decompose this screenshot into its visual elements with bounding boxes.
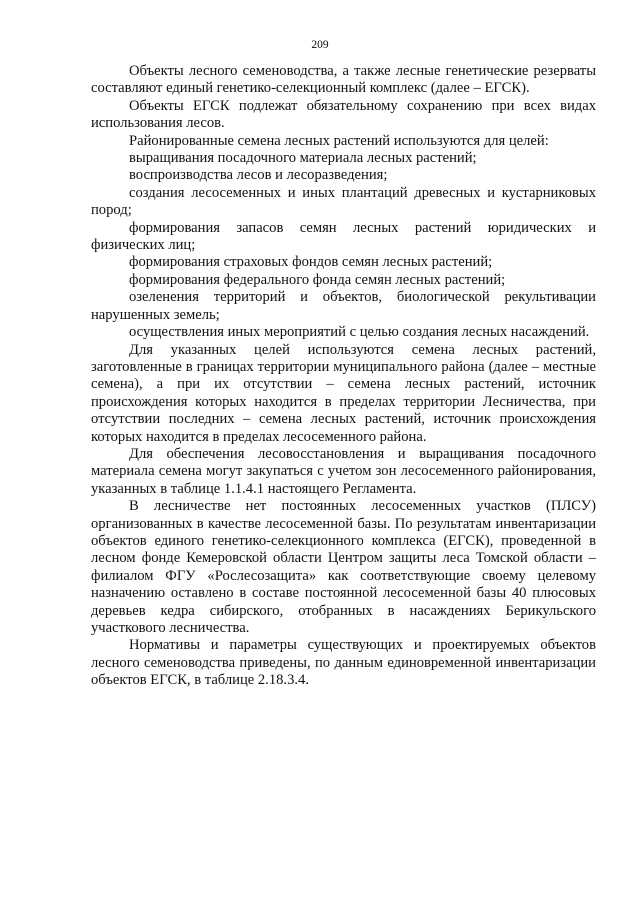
list-item-insurance-funds: формирования страховых фондов семян лесных растений; [129, 254, 493, 271]
list-item-plantations: создания лесосеменных и иных плантаций древесных и кустарниковых пород; [91, 184, 596, 219]
body-text [91, 63, 596, 690]
list-item-other-measures: осуществления иных мероприятий с целью создания лесных насаждений. [129, 324, 590, 341]
list-item-landscaping: озеленения территорий и объектов, биологической рекультивации нарушенных земель; [91, 289, 596, 323]
paragraph-seed-purchase: Для обеспечения лесовосстановления и выращивания посадочного материала семена могут закупаться с учетом зон лесосеменного районирования, указанных в таблице 1.1.4.1 настоящего Регламента. [91, 445, 596, 497]
list-item-planting-material: выращивания посадочного материала лесных растений; [129, 150, 477, 167]
paragraph-norms-table-reference: Нормативы и параметры существующих и проектируемых объектов лесного семеноводства приведены, по данным единовременной инвентаризации объектов ЕГСК, в таблице 2.18.3.4. [91, 637, 596, 689]
paragraph-seed-base-inventory: В лесничестве нет постоянных лесосеменных участков (ПЛСУ) организованных в качестве лесосеменной базы. По результатам инвентаризации объектов единого генетико-селекционного комплекса (ЕГСК), проведенной в лесном фонде Кемеровской области Центром защиты леса Томской области – филиалом ФГУ «Рослесозащита» как соответствующие своему целевому назначению оставлено в составе постоянной лесосеменной базы 40 плюсовых деревьев кедра сибирского, отобранных в насаждениях Берикульского участкового лесничества. [91, 498, 596, 636]
paragraph-seed-purposes-intro: Районированные семена лесных растений используются для целей: [129, 132, 549, 149]
paragraph-seed-sources: Для указанных целей используются семена лесных растений, заготовленные в границах территории муниципального района (далее – местные семена), а при их отсутствии – семена лесных растений, источник происхождения которых находится в пределах территории Лесничества, при отсутствии последних – семена лесных растений, источник происхождения которых находится в пределах лесосеменного района. [91, 341, 596, 445]
paragraph-egsk-definition: Объекты лесного семеноводства, а также лесные генетические резерваты составляют единый генетико-селекционный комплекс (далее – ЕГСК). [91, 63, 596, 97]
page-number: 209 [311, 39, 329, 51]
list-item-federal-fund: формирования федерального фонда семян лесных растений; [129, 271, 506, 288]
paragraph-egsk-preservation: Объекты ЕГСК подлежат обязательному сохранению при всех видах использования лесов. [91, 97, 596, 132]
list-item-seed-stocks: формирования запасов семян лесных растений юридических и физических лиц; [91, 219, 596, 254]
list-item-reforestation: воспроизводства лесов и лесоразведения; [129, 167, 388, 184]
